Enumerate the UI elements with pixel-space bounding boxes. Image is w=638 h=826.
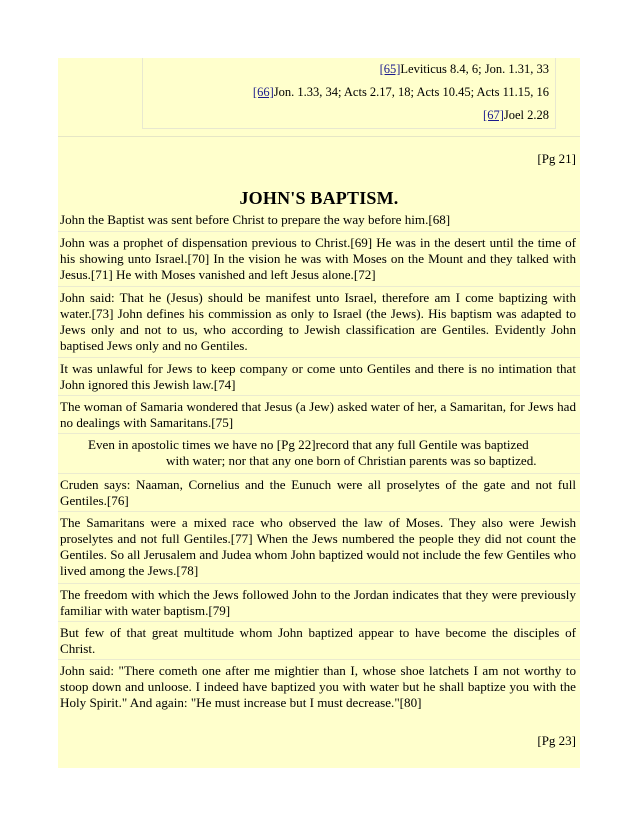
paragraph-divider bbox=[58, 659, 580, 660]
paragraph: The freedom with which the Jews followed John to the Jordan indicates that they were previously familiar with water baptism.[79] bbox=[60, 587, 576, 618]
chapter-title: JOHN'S BAPTISM. bbox=[239, 188, 399, 208]
paragraph-divider bbox=[58, 286, 580, 287]
footnote-text: Leviticus 8.4, 6; Jon. 1.31, 33 bbox=[400, 62, 549, 76]
paragraph-divider bbox=[58, 583, 580, 584]
footnote-65 bbox=[380, 61, 549, 77]
paragraph: It was unlawful for Jews to keep company or come unto Gentiles and there is no intimation that John ignored this Jewish law.[74] bbox=[60, 361, 576, 392]
paragraph-divider bbox=[58, 231, 580, 232]
paragraph: The woman of Samaria wondered that Jesus (a Jew) asked water of her, a Samaritan, for Jews had no dealings with Samaritans.[75] bbox=[60, 399, 576, 430]
paragraph: John said: "There cometh one after me mightier than I, whose shoe latchets I am not worthy to stoop down and unloose. I indeed have baptized you with water but he shall baptize you with the Holy Spirit." And again: "He must increase but I must decrease."[80] bbox=[60, 663, 576, 710]
paragraph-divider bbox=[58, 433, 580, 434]
footnote-text: Joel 2.28 bbox=[503, 108, 549, 122]
indented-paragraph bbox=[88, 437, 576, 469]
paragraph: Cruden says: Naaman, Cornelius and the Eunuch were all proselytes of the gate and not full Gentiles.[76] bbox=[60, 477, 576, 508]
paragraph: John said: That he (Jesus) should be manifest unto Israel, therefore am I come baptizing with water.[73] John defines his commission as only to Israel (the Jews). His baptism was adapted to Jews only and not to us, who according to Jewish classification are Gentiles. Evidently John baptised Jews only and no Gentiles. bbox=[60, 290, 576, 353]
footnote-ref-link[interactable]: [67] bbox=[483, 108, 504, 122]
paragraph: But few of that great multitude whom John baptized appear to have become the disciples of Christ. bbox=[60, 625, 576, 656]
footnote-ref-link[interactable]: [65] bbox=[379, 62, 401, 76]
footnote-67 bbox=[483, 107, 549, 123]
paragraph: John was a prophet of dispensation previous to Christ.[69] He was in the desert until the time of his showing unto Israel.[70] In the vision he was with Moses on the Mount and they talked with Jesus.[71] He with Moses vanished and left Jesus alone.[72] bbox=[60, 235, 576, 282]
paragraph-divider bbox=[58, 511, 580, 512]
book-page bbox=[58, 58, 580, 768]
paragraph-divider bbox=[58, 395, 580, 396]
footnote-ref-link[interactable]: [66] bbox=[252, 85, 274, 99]
page-marker: [Pg 21] bbox=[537, 151, 576, 166]
paragraph-divider bbox=[58, 621, 580, 622]
paragraph: John the Baptist was sent before Christ to prepare the way before him.[68] bbox=[60, 212, 451, 227]
paragraph-divider bbox=[58, 473, 580, 474]
paragraph: The Samaritans were a mixed race who observed the law of Moses. They also were Jewish proselytes and not full Gentiles.[77] When the Jews numbered the people they did not count the Gentiles. So all Jerusalem and Judea whom John baptized would not include the few Gentiles who lived among the Jews.[78] bbox=[60, 515, 576, 578]
section-divider bbox=[58, 136, 580, 137]
footnotes-box bbox=[142, 58, 556, 129]
indented-line: Even in apostolic times we have no [Pg 22]record that any full Gentile was baptized bbox=[88, 437, 529, 452]
footnote-text: Jon. 1.33, 34; Acts 2.17, 18; Acts 10.45; Acts 11.15, 16 bbox=[273, 85, 549, 99]
indented-line: with water; nor that any one born of Christian parents was so baptized. bbox=[166, 453, 537, 468]
page-marker: [Pg 23] bbox=[537, 733, 576, 748]
paragraph-divider bbox=[58, 357, 580, 358]
footnote-66 bbox=[253, 84, 549, 100]
